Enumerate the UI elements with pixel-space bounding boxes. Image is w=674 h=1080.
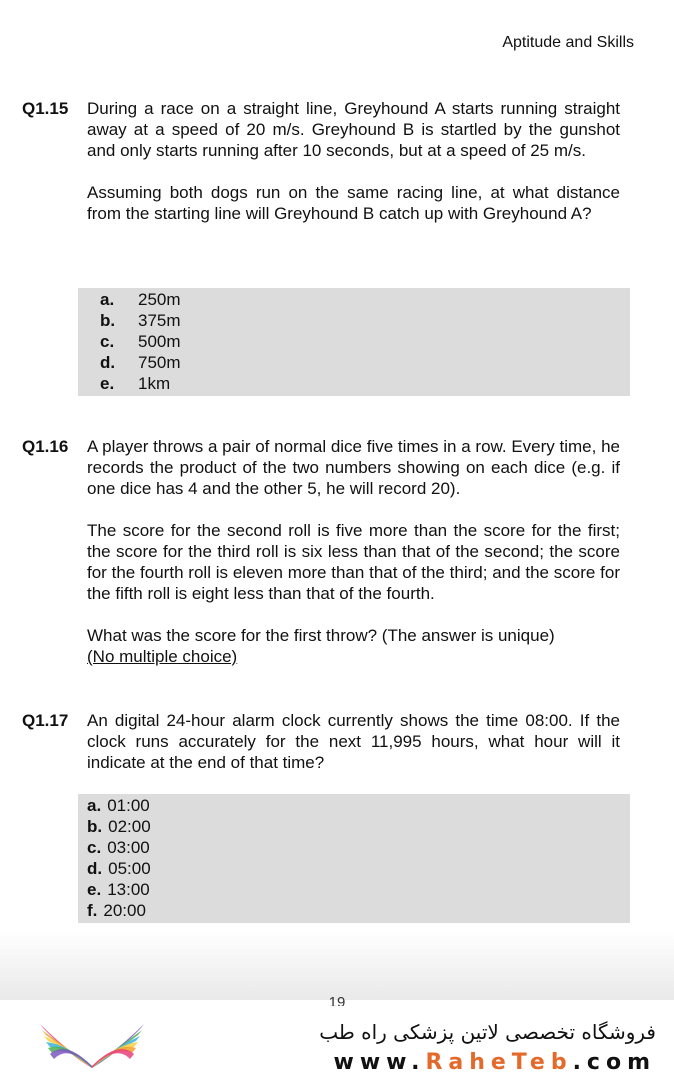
question-q1-15 bbox=[22, 98, 622, 224]
option-text: 375m bbox=[138, 311, 181, 330]
question-paragraph: The score for the second roll is five more than the score for the first; the score for the third roll is six less than that of the second; the score for the fourth roll is eleven more than that of the third; and the score for the fifth roll is eight less than that of the fourth. bbox=[87, 521, 620, 603]
option-label: d. bbox=[87, 859, 103, 878]
option-text: 750m bbox=[138, 353, 181, 372]
option-label: c. bbox=[87, 838, 102, 857]
option-text: 20:00 bbox=[103, 901, 146, 920]
answer-options-q1-15 bbox=[78, 288, 630, 396]
option-text: 05:00 bbox=[108, 859, 151, 878]
option-label: a. bbox=[100, 290, 115, 309]
question-paragraph: Assuming both dogs run on the same racing line, at what distance from the starting line will Greyhound B catch up with Greyhound A? bbox=[87, 183, 620, 223]
option-label: e. bbox=[100, 374, 115, 393]
question-paragraph: An digital 24-hour alarm clock currently shows the time 08:00. If the clock runs accurately for the next 11,995 hours, what hour will it indicate at the end of that time? bbox=[87, 711, 620, 772]
option-text: 03:00 bbox=[107, 838, 150, 857]
store-footer bbox=[0, 1006, 674, 1080]
no-choice-note: (No multiple choice) bbox=[87, 647, 238, 666]
option-text: 13:00 bbox=[107, 880, 150, 899]
website-link[interactable]: www.RaheTeb.com bbox=[333, 1050, 656, 1075]
answer-option[interactable] bbox=[100, 331, 630, 352]
question-paragraph: What was the score for the first throw? (The answer is unique) bbox=[87, 626, 555, 645]
question-q1-17 bbox=[22, 710, 622, 773]
option-text: 250m bbox=[138, 290, 181, 309]
running-header: Aptitude and Skills bbox=[502, 34, 634, 51]
option-label: a. bbox=[87, 796, 102, 815]
answer-option[interactable] bbox=[87, 900, 630, 921]
page-number: 19 bbox=[328, 994, 346, 1006]
store-name: فروشگاه تخصصی لاتین پزشکی راه طب bbox=[319, 1020, 656, 1044]
answer-option[interactable] bbox=[100, 373, 630, 394]
option-label: b. bbox=[87, 817, 103, 836]
question-text bbox=[87, 436, 620, 667]
option-label: f. bbox=[87, 901, 98, 920]
open-book-logo-icon bbox=[36, 1020, 148, 1072]
option-text: 01:00 bbox=[107, 796, 150, 815]
option-label: e. bbox=[87, 880, 102, 899]
question-number: Q1.15 bbox=[22, 99, 69, 118]
option-text: 1km bbox=[138, 374, 171, 393]
answer-options-q1-17 bbox=[78, 794, 630, 923]
question-number: Q1.16 bbox=[22, 437, 69, 456]
answer-option[interactable] bbox=[100, 310, 630, 331]
question-text bbox=[87, 710, 620, 773]
question-q1-16 bbox=[22, 436, 622, 667]
answer-option[interactable] bbox=[87, 795, 630, 816]
answer-option[interactable] bbox=[87, 858, 630, 879]
option-text: 500m bbox=[138, 332, 181, 351]
answer-option[interactable] bbox=[87, 837, 630, 858]
answer-option[interactable] bbox=[87, 879, 630, 900]
question-paragraph: During a race on a straight line, Greyhound A starts running straight away at a speed of 20 m/s. Greyhound B is startled by the gunshot and only starts running after 10 seconds, but at a speed of 25 m/s. bbox=[87, 99, 620, 160]
option-text: 02:00 bbox=[108, 817, 151, 836]
answer-option[interactable] bbox=[100, 289, 630, 310]
option-label: d. bbox=[100, 353, 116, 372]
question-paragraph: A player throws a pair of normal dice five times in a row. Every time, he records the product of the two numbers showing on each dice (e.g. if one dice has 4 and the other 5, he will record 20). bbox=[87, 437, 620, 498]
option-label: c. bbox=[100, 332, 115, 351]
question-number: Q1.17 bbox=[22, 711, 69, 730]
answer-option[interactable] bbox=[87, 816, 630, 837]
option-label: b. bbox=[100, 311, 116, 330]
answer-option[interactable] bbox=[100, 352, 630, 373]
question-text bbox=[87, 98, 620, 224]
